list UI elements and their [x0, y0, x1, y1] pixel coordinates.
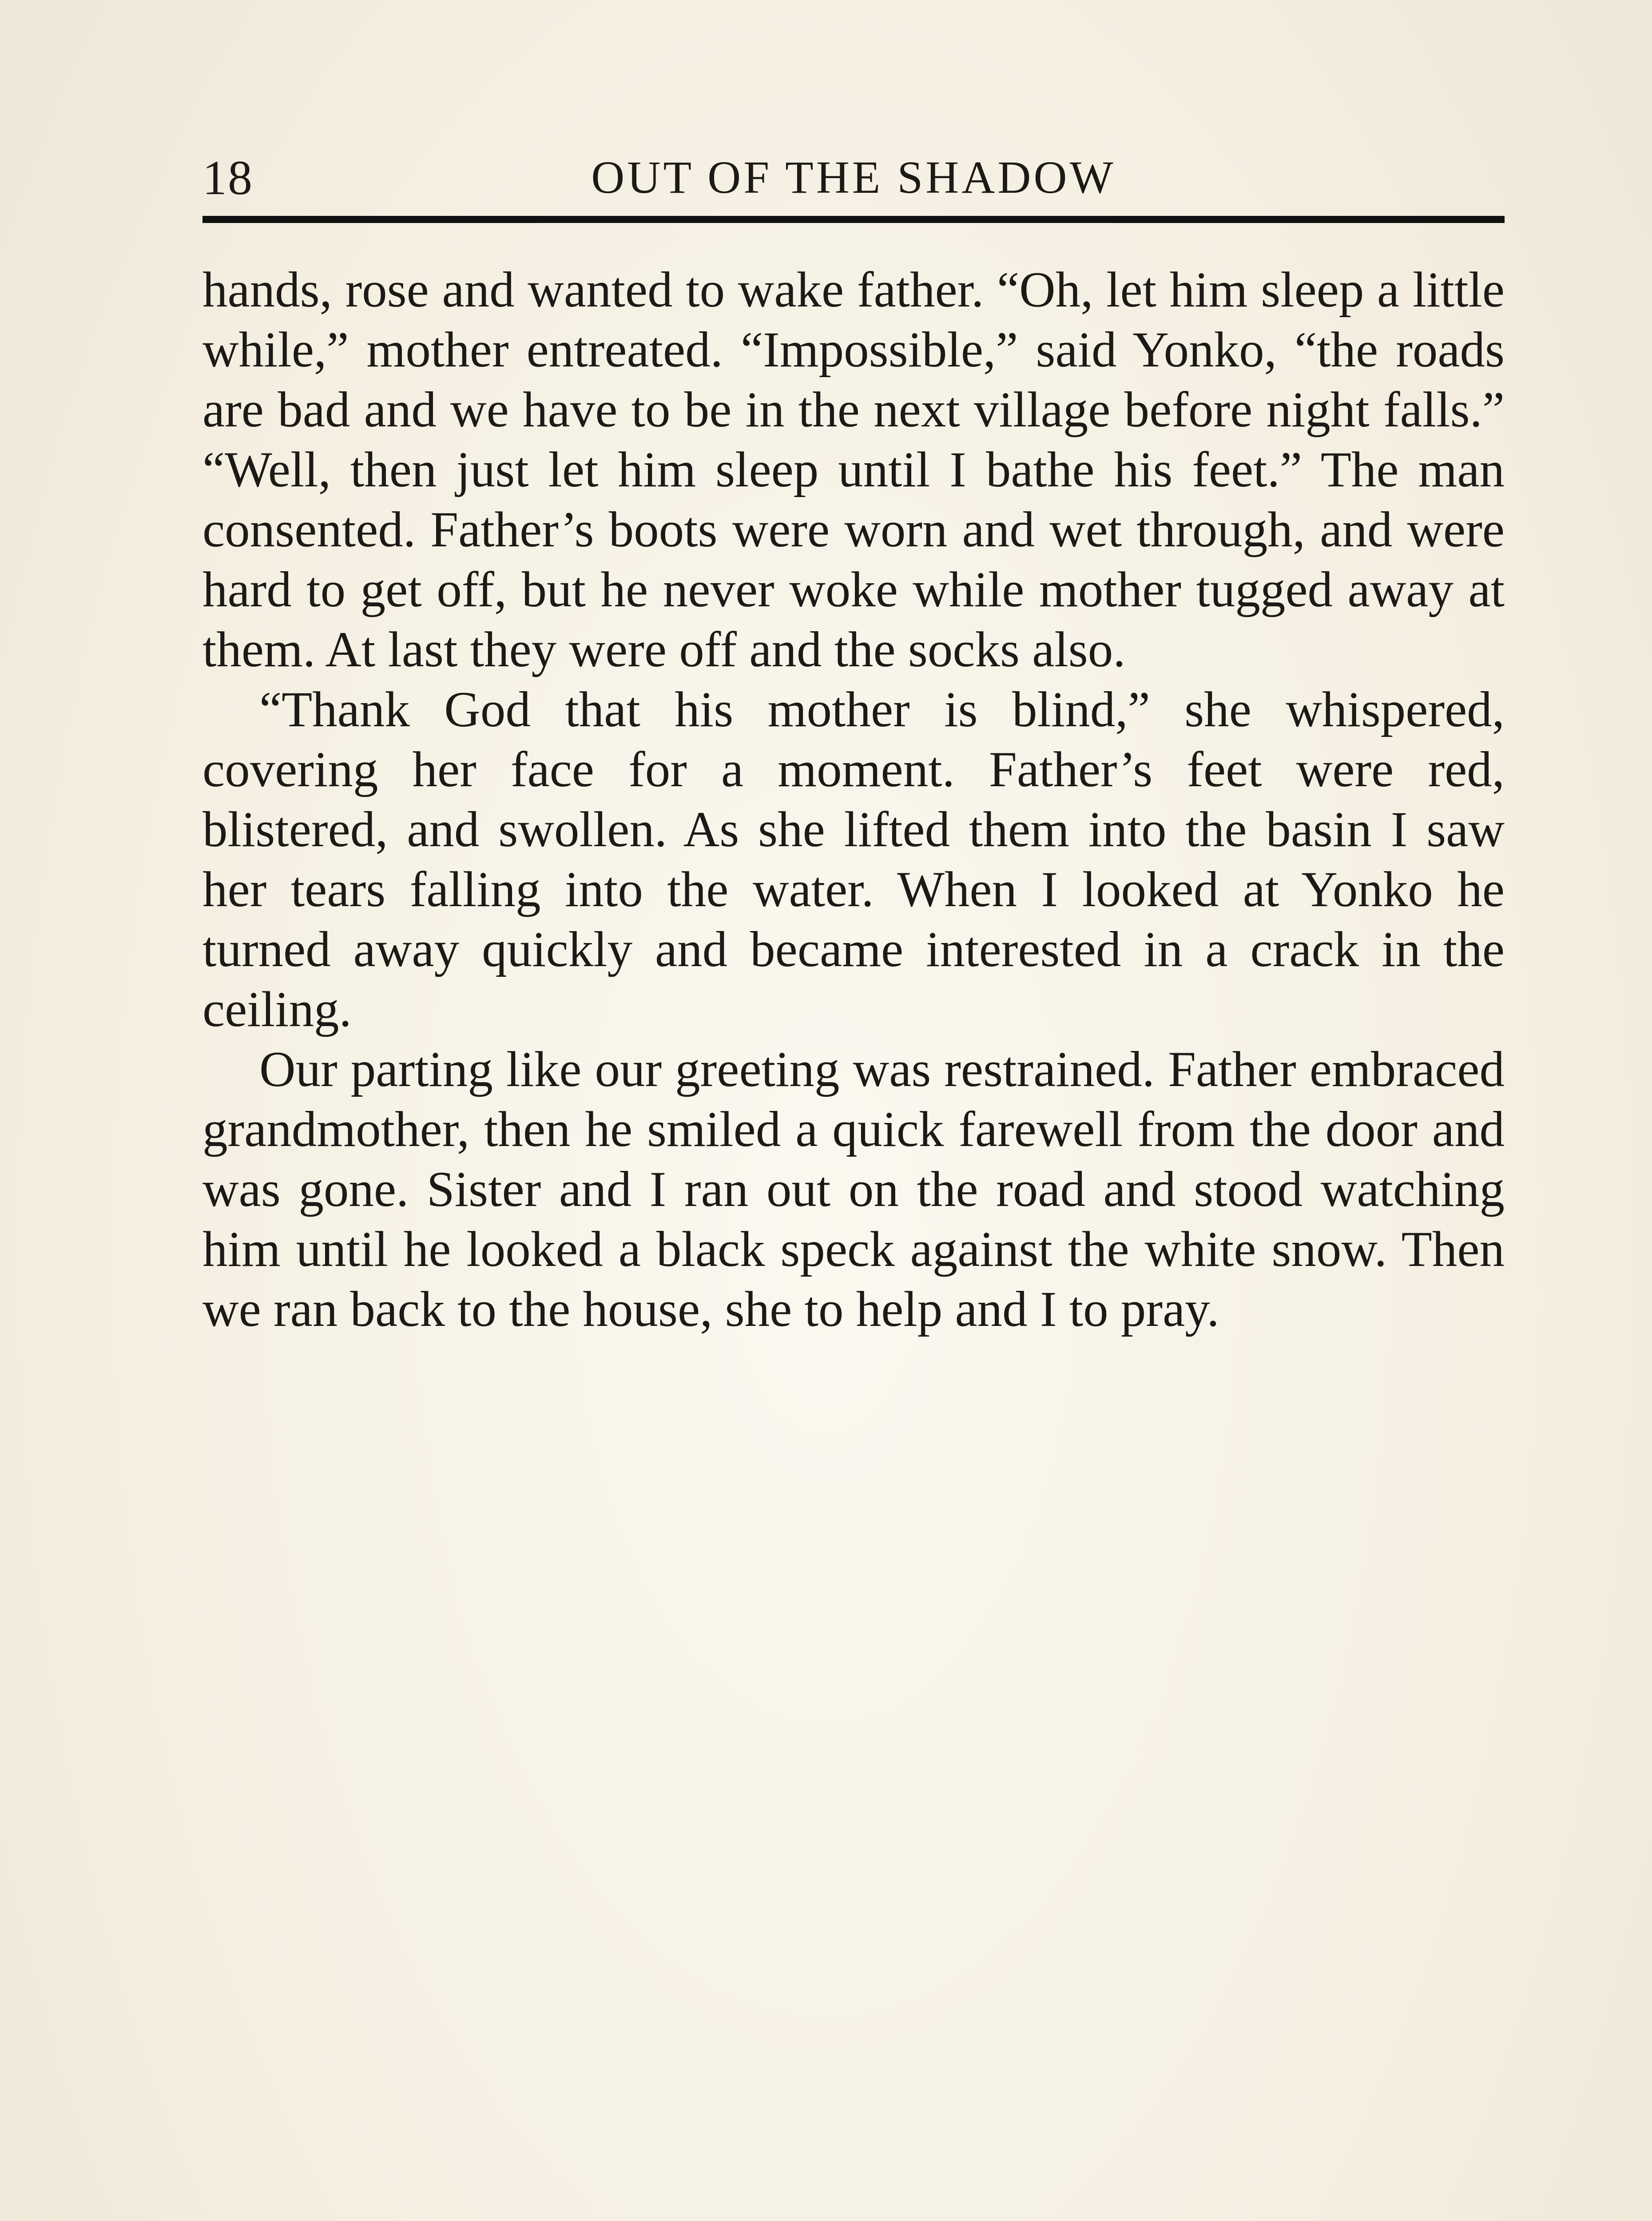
- paragraph: Our parting like our greeting was restrained. Father embraced grandmother, then he smiled a quick farewell from the door and was gone. Sister and I ran out on the road and stood watching him until he looked a black speck against the white snow. Then we ran back to the house, she to help and I to pray.: [203, 1042, 1505, 1337]
- paragraph: hands, rose and wanted to wake father. “Oh, let him sleep a little while,” mother entreated. “Impossible,” said Yonko, “the roads are bad and we have to be in the next village before night falls.” “Well, then just let him sleep until I bathe his feet.” The man consented. Father’s boots were worn and wet through, and were hard to get off, but he never woke while mother tugged away at them. At last they were off and the socks also.: [203, 262, 1505, 677]
- running-head: OUT OF THE SHADOW: [591, 152, 1116, 203]
- page-header: [203, 147, 1505, 209]
- body-text: [203, 260, 1505, 1339]
- header-rule: [203, 216, 1505, 223]
- page-number: 18: [203, 151, 253, 205]
- paragraph: “Thank God that his mother is blind,” she whispered, covering her face for a moment. Father’s feet were red, blistered, and swollen. As she lifted them into the basin I saw her tears falling into the water. When I looked at Yonko he turned away quickly and became interested in a crack in the ceiling.: [203, 682, 1505, 1037]
